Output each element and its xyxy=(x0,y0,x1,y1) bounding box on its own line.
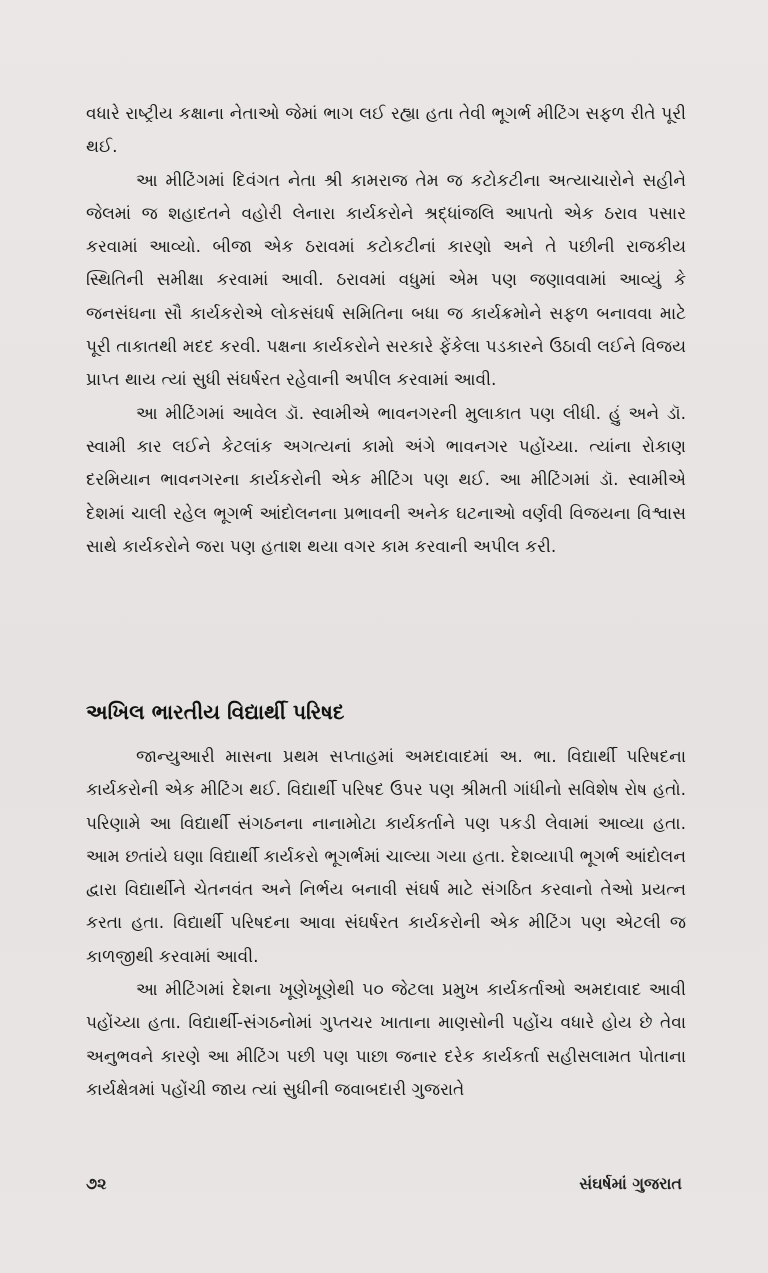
paragraph-bhavnagar-visit: આ મીટિંગમાં આવેલ ડૉ. સ્વામીએ ભાવનગરની મુલાકાત પણ લીધી. હું અને ડૉ. સ્વામી કાર લઈને કેટલાંક અગત્યનાં કામો અંગે ભાવનગર પહોંચ્યા. ત્યાંના રોકાણ દરમિયાન ભાવનગરના કાર્યકરોની એક મીટિંગ પણ થઈ. આ મીટિંગમાં ડૉ. સ્વામીએ દેશમાં ચાલી રહેલ ભૂગર્ભ આંદોલનના પ્રભાવની અનેક ઘટનાઓ વર્ણવી વિજયના વિશ્વાસ સાથે કાર્યકરોને જરા પણ હતાશ થયા વગર કામ કરવાની અપીલ કરી. xyxy=(86,403,686,557)
paragraph-resolutions: આ મીટિંગમાં દિવંગત નેતા શ્રી કામરાજ તેમ જ કટોકટીના અત્યાચારોને સહીને જેલમાં જ શહાદતને વહોરી લેનારા કાર્યકરોને શ્રદ્ધાંજલિ આપતો એક ઠરાવ પસાર કરવામાં આવ્યો. બીજા એક ઠરાવમાં કટોકટીનાં કારણો અને તે પછીની રાજકીય સ્થિતિની સમીક્ષા કરવામાં આવી. ઠરાવમાં વધુમાં એમ પણ જણાવવામાં આવ્યું કે જનસંઘના સૌ કાર્યકરોએ લોકસંઘર્ષ સમિતિના બધા જ કાર્યક્રમોને સફળ બનાવવા માટે પૂરી તાકાતથી મદદ કરવી. પક્ષના કાર્યકરોને સરકારે ફેંકેલા પડકારને ઉઠાવી લઈને વિજય પ્રાપ્ત થાય ત્યાં સુધી સંઘર્ષરત રહેવાની અપીલ કરવામાં આવી. xyxy=(86,170,686,391)
running-footer-title: સંઘર્ષમાં ગુજરાત xyxy=(579,1174,682,1193)
section-heading: અખિલ ભારતીય વિદ્યાર્થી પરિષદ xyxy=(86,700,345,724)
paragraph-student-meeting: જાન્યુઆરી માસના પ્રથમ સપ્તાહમાં અમદાવાદમાં અ. ભા. વિદ્યાર્થી પરિષદના કાર્યકરોની એક મીટિંગ થઈ. વિદ્યાર્થી પરિષદ ઉપર પણ શ્રીમતી ગાંધીનો સવિશેષ રોષ હતો. પરિણામે આ વિદ્યાર્થી સંગઠનના નાનામોટા કાર્યકર્તાને પણ પકડી લેવામાં આવ્યા હતા. આમ છતાંયે ઘણા વિદ્યાર્થી કાર્યકરો ભૂગર્ભમાં ચાલ્યા ગયા હતા. દેશવ્યાપી ભૂગર્ભ આંદોલન દ્વારા વિદ્યાર્થીને ચેતનવંત અને નિર્ભય બનાવી સંઘર્ષ માટે સંગઠિત કરવાનો તેઓ પ્રયત્ન કરતા હતા. વિદ્યાર્થી પરિષદના આવા સંઘર્ષરત કાર્યકરોની એક મીટિંગ પણ એટલી જ કાળજીથી કરવામાં આવી. xyxy=(86,747,686,967)
paragraph-continuation: વધારે રાષ્ટ્રીય કક્ષાના નેતાઓ જેમાં ભાગ લઈ રહ્યા હતા તેવી ભૂગર્ભ મીટિંગ સફળ રીતે પૂરી થઈ. xyxy=(86,104,686,158)
body-text-section xyxy=(86,741,686,1107)
body-text-top xyxy=(86,98,686,564)
page-number: ૭૨ xyxy=(86,1174,107,1193)
paragraph-delegates: આ મીટિંગમાં દેશના ખૂણેખૂણેથી ૫૦ જેટલા પ્રમુખ કાર્યકર્તાઓ અમદાવાદ આવી પહોંચ્યા હતા. વિદ્યાર્થી-સંગઠનોમાં ગુપ્તચર ખાતાના માણસોની પહોંચ વધારે હોય છે તેવા અનુભવને કારણે આ મીટિંગ પછી પણ પાછા જનાર દરેક કાર્યકર્તા સહીસલામત પોતાના કાર્યક્ષેત્રમાં પહોંચી જાય ત્યાં સુધીની જવાબદારી ગુજરાતે xyxy=(86,980,686,1100)
